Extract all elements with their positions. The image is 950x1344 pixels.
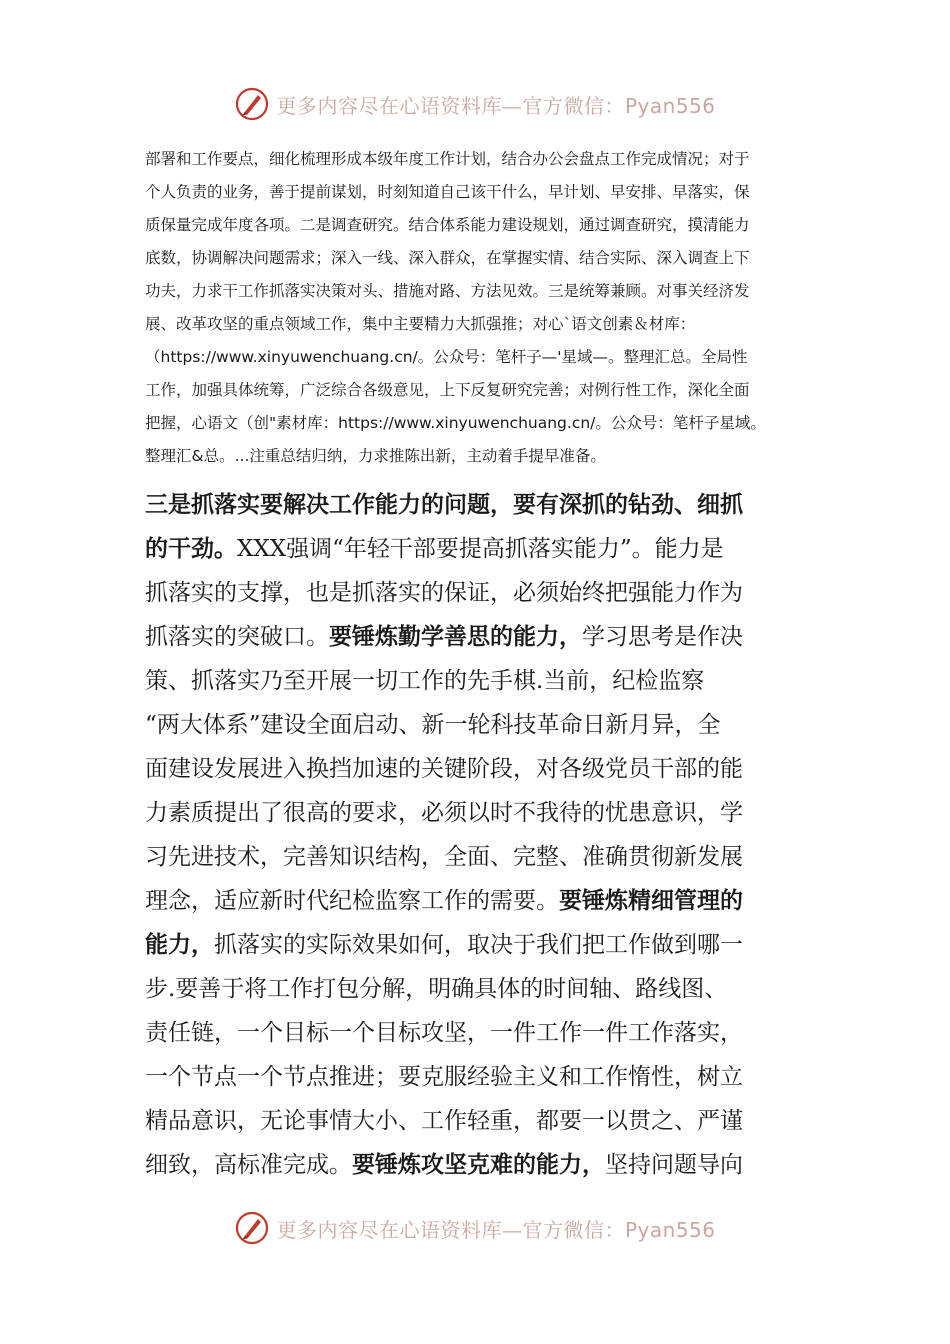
text-line (145, 615, 825, 659)
text-line: 工作，加强具体统筹，广泛综合各级意见，上下反复研究完善；对例行性工作，深化全面 (145, 381, 750, 399)
bold-text-segment: 的干劲。 (145, 536, 237, 562)
text-line (145, 923, 825, 967)
text-line (145, 835, 825, 879)
text-segment: 面建设发展进入换挡加速的关键阶段，对各级党员干部的能 (145, 756, 743, 782)
watermark-text: 更多内容尽在心语资料库—官方微信：Pyan556 (276, 1217, 716, 1242)
bold-text-segment: 三是抓落实要解决工作能力的问题，要有深抓的钻劲、细抓 (145, 492, 743, 518)
text-line (145, 703, 825, 747)
text-segment: 一个节点一个节点推进；要克服经验主义和工作惰性，树立 (145, 1064, 743, 1090)
text-line (145, 1011, 825, 1055)
text-line: （https://www.xinyuwenchuang.cn/。公众号：笔杆子—'星域—。整理汇总。全局性 (145, 348, 748, 366)
text-line: 整理汇&总。...注重总结归纳，力求推陈出新，主动着手提早准备。 (145, 447, 606, 465)
watermark-banner-top (0, 82, 950, 126)
watermark-text: 更多内容尽在心语资料库—官方微信：Pyan556 (276, 93, 716, 118)
text-line (145, 879, 825, 923)
fountain-pen-circle-icon (234, 86, 270, 122)
bold-text-segment: 要锤炼勤学善思的能力， (329, 624, 582, 650)
text-line (145, 791, 825, 835)
text-segment: 理念，适应新时代纪检监察工作的需要。 (145, 888, 559, 914)
text-segment: 坚持问题导向 (605, 1152, 743, 1178)
small-paragraph (145, 143, 825, 473)
text-line: 功夫，力求干工作抓落实决策对头、措施对路、方法见效。三是统筹兼顾。对事关经济发 (145, 282, 750, 300)
text-segment: 责任链，一个目标一个目标攻坚，一件工作一件工作落实， (145, 1020, 743, 1046)
text-segment: 抓落实的支撑，也是抓落实的保证，必须始终把强能力作为 (145, 580, 743, 606)
text-segment: 精品意识，无论事情大小、工作轻重，都要一以贯之、严谨 (145, 1108, 743, 1134)
bold-text-segment: 能力， (145, 932, 214, 958)
text-segment: 策、抓落实乃至开展一切工作的先手棋.当前，纪检监察 (145, 668, 705, 694)
text-line (145, 747, 825, 791)
bold-text-segment: 要锤炼精细管理的 (559, 888, 743, 914)
text-segment: 抓落实的实际效果如何，取决于我们把工作做到哪一 (214, 932, 743, 958)
main-paragraph (145, 483, 825, 1187)
text-segment: 学习思考是作决 (582, 624, 743, 650)
text-segment: “两大体系”建设全面启动、新一轮科技革命日新月异，全 (145, 712, 721, 738)
text-segment: 步.要善于将工作打包分解，明确具体的时间轴、路线图、 (145, 976, 728, 1002)
bold-text-segment: 要锤炼攻坚克难的能力， (352, 1152, 605, 1178)
text-line: 个人负责的业务，善于提前谋划，时刻知道自己该干什么，早计划、早安排、早落实，保 (145, 183, 750, 201)
text-segment: 细致，高标准完成。 (145, 1152, 352, 1178)
fountain-pen-circle-icon (234, 1210, 270, 1246)
text-segment: 抓落实的突破口。 (145, 624, 329, 650)
text-segment: 力素质提出了很高的要求，必须以时不我待的忧患意识，学 (145, 800, 743, 826)
text-line (145, 659, 825, 703)
text-line (145, 527, 825, 571)
text-line (145, 1055, 825, 1099)
text-segment: XXX强调“年轻干部要提高抓落实能力”。能力是 (237, 536, 724, 562)
text-line: 底数，协调解决问题需求；深入一线、深入群众，在掌握实情、结合实际、深入调查上下 (145, 249, 750, 267)
text-line (145, 967, 825, 1011)
text-line: 展、改革攻坚的重点领域工作，集中主要精力大抓强推；对心`语文创素＆材库： (145, 315, 696, 333)
text-line (145, 483, 825, 527)
text-line: 把握，心语文（创"素材库：https://www.xinyuwenchuang.cn/。公众号：笔杆子星域。 (145, 414, 766, 432)
watermark-banner-bottom (0, 1206, 950, 1250)
text-segment: 习先进技术，完善知识结构，全面、完整、准确贯彻新发展 (145, 844, 743, 870)
text-line (145, 1099, 825, 1143)
text-line: 质保量完成年度各项。二是调查研究。结合体系能力建设规划，通过调查研究，摸清能力 (145, 216, 750, 234)
text-line: 部署和工作要点，细化梳理形成本级年度工作计划，结合办公会盘点工作完成情况；对于 (145, 150, 750, 168)
text-line (145, 571, 825, 615)
text-line (145, 1143, 825, 1187)
